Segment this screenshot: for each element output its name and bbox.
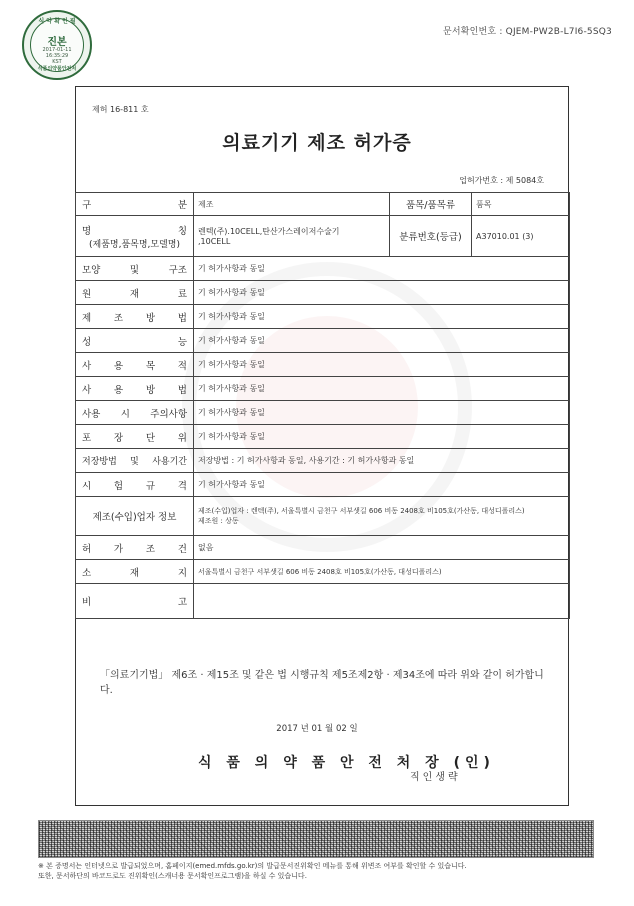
row-value: 기 허가사항과 동일 — [194, 281, 570, 305]
table-row — [76, 216, 570, 257]
location-value: 서울특별시 금천구 서부샛길 606 비동 2408호 비105호(가산동, 대성디폴리스) — [194, 560, 570, 584]
table-row — [76, 536, 570, 560]
category-value: 제조 — [194, 193, 390, 216]
table-row — [76, 257, 570, 281]
row-label: 제 조 방 법 — [76, 305, 194, 329]
table-row — [76, 560, 570, 584]
row-label: 모양 및 구조 — [76, 257, 194, 281]
row-value: 기 허가사항과 동일 — [194, 401, 570, 425]
row-value: 기 허가사항과 동일 — [194, 425, 570, 449]
class-number-label: 분류번호(등급) — [390, 216, 472, 257]
table-row — [76, 305, 570, 329]
row-label: 저장방법 및 사용기간 — [76, 449, 194, 473]
category-label: 구 분 — [76, 193, 194, 216]
row-value: 기 허가사항과 동일 — [194, 329, 570, 353]
table-row — [76, 377, 570, 401]
name-label — [76, 216, 194, 257]
table-row — [76, 497, 570, 536]
location-label: 소 재 지 — [76, 560, 194, 584]
table-row — [76, 584, 570, 619]
manufacturer-label: 제조(수입)업자 정보 — [76, 497, 194, 536]
row-value: 기 허가사항과 동일 — [194, 305, 570, 329]
item-class-value: 품목 — [472, 193, 570, 216]
stamp-bottom-text: 식품의약품안전처 — [37, 66, 77, 72]
name-value-line1: 렌텍(주).10CELL,탄산가스레이저수술기 — [198, 227, 340, 236]
document-confirm-number: 문서확인번호 : QJEM-PW2B-L7I6-5SQ3 — [442, 27, 612, 37]
authenticity-stamp — [22, 10, 92, 80]
declaration-text: 「의료기기법」 제6조 · 제15조 및 같은 법 시행규칙 제5조제2항 · 제34조에 따라 위와 같이 허가합니다. — [100, 670, 544, 696]
table-row — [76, 193, 570, 216]
license-table — [75, 192, 570, 619]
seal-omitted-note: 직인생략 — [410, 772, 461, 783]
name-label-line2: (제품명,품목명,모델명) — [89, 239, 180, 250]
name-value-line2: ,10CELL — [198, 237, 231, 246]
row-label: 사 용 방 법 — [76, 377, 194, 401]
license-number: 업허가번호 : 제 5084호 — [459, 176, 544, 185]
name-label-line1: 명 칭 — [82, 225, 187, 237]
row-label: 성 능 — [76, 329, 194, 353]
stamp-center-text: 진본 — [47, 37, 67, 48]
row-label: 포 장 단 위 — [76, 425, 194, 449]
row-value: 저장방법 : 기 허가사항과 동일, 사용기간 : 기 허가사항과 동일 — [194, 449, 570, 473]
table-row — [76, 401, 570, 425]
manufacturer-line2: 제조원 : 상동 — [198, 517, 239, 525]
table-row — [76, 425, 570, 449]
table-row — [76, 449, 570, 473]
table-row — [76, 353, 570, 377]
row-value: 기 허가사항과 동일 — [194, 257, 570, 281]
table-row — [76, 329, 570, 353]
footer-note — [38, 861, 598, 881]
row-value: 기 허가사항과 동일 — [194, 377, 570, 401]
remarks-value — [194, 584, 570, 619]
condition-label: 허 가 조 건 — [76, 536, 194, 560]
manufacturer-value — [194, 497, 570, 536]
row-label: 원 재 료 — [76, 281, 194, 305]
condition-value: 없음 — [194, 536, 570, 560]
stamp-datetime: 2017-01-11 16:35:29 KST — [42, 47, 72, 65]
footer-line-2: 또한, 문서하단의 바코드로도 진위확인(스캐너용 문서확인프로그램)을 하실 수 있습니다. — [38, 872, 307, 880]
row-value: 기 허가사항과 동일 — [194, 473, 570, 497]
row-value: 기 허가사항과 동일 — [194, 353, 570, 377]
item-class-label: 품목/품목류 — [390, 193, 472, 216]
stamp-top-text: 식 약 확 인 필 — [38, 18, 76, 25]
issuer-name: 식 품 의 약 품 안 전 처 장 (인) — [198, 755, 495, 771]
class-number-value: A37010.01 (3) — [472, 216, 570, 257]
row-label: 사 용 목 적 — [76, 353, 194, 377]
row-label: 사용 시 주의사항 — [76, 401, 194, 425]
issue-date: 2017 년 01 월 02 일 — [276, 724, 358, 734]
remarks-label: 비 고 — [76, 584, 194, 619]
form-number: 제허 16-811 호 — [92, 105, 149, 114]
footer-line-1: ※ 본 증명서는 인터넷으로 발급되었으며, 홈페이지(emed.mfds.go.kr)의 발급문서진위확인 메뉴를 통해 위변조 여부를 확인할 수 있습니다. — [38, 862, 467, 870]
name-value — [194, 216, 390, 257]
table-row — [76, 473, 570, 497]
row-label: 시 험 규 격 — [76, 473, 194, 497]
page-title: 의료기기 제조 허가증 — [222, 132, 412, 154]
manufacturer-line1: 제조(수입)업자 : 렌텍(주), 서울특별시 금천구 서부샛길 606 비동 2408호 비105호(가산동, 대성디폴리스) — [198, 507, 525, 515]
verification-barcode — [38, 820, 594, 858]
table-row — [76, 281, 570, 305]
